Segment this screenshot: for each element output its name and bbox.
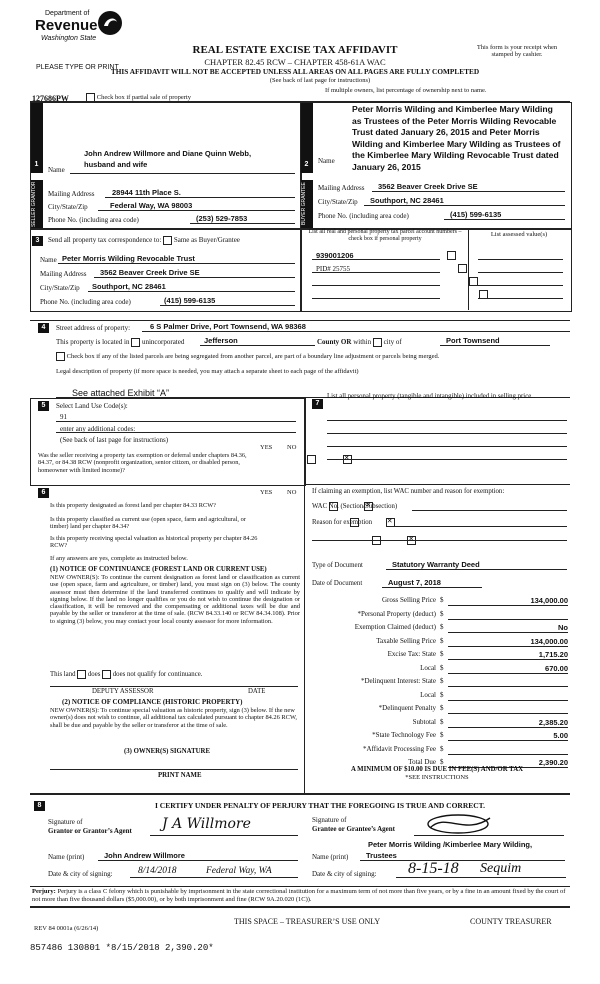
tax-row	[306, 704, 568, 717]
grantee-sig-label	[312, 816, 395, 834]
seller-sidebar: SELLER GRANTOR	[31, 180, 43, 228]
seller-phone-label: Phone No. (including area code)	[48, 216, 139, 224]
segregated-row	[56, 352, 566, 361]
buyer-phone-label: Phone No. (including area code)	[318, 212, 409, 220]
tax-value[interactable]: 2,385.20	[538, 717, 568, 727]
buyer-phone[interactable]: (415) 599-6135	[450, 210, 502, 219]
tax-value[interactable]: 5.00	[553, 731, 568, 740]
perjury-label: Perjury:	[32, 888, 56, 895]
grantor-signature[interactable]: J A Willmore	[162, 816, 251, 832]
tax-value[interactable]: 134,000.00	[530, 596, 568, 605]
sig-label-grantor: Grantor or Grantor’s Agent	[48, 827, 132, 835]
grantor-name-label: Name (print)	[48, 853, 85, 861]
street-address[interactable]: 6 S Palmer Drive, Port Townsend, WA 98368	[150, 322, 306, 331]
forest-question: Is this property designated as forest land per chapter 84.33 RCW?	[50, 502, 216, 509]
form-id: 127686PW	[32, 94, 69, 103]
tax-label: *State Technology Fee	[372, 731, 436, 739]
county-treasurer: COUNTY TREASURER	[470, 917, 552, 926]
buyer-mailing-label: Mailing Address	[318, 184, 365, 192]
buyer-sidebar: BUYER GRANTEE	[301, 180, 313, 228]
tax-label: Gross Selling Price	[381, 596, 436, 604]
legal-label: Legal description of property (if more space is needed, you may attach a separate sheet to each page of the affidavit)	[56, 368, 359, 375]
tax-row	[306, 610, 568, 623]
grantor-date[interactable]: 8/14/2018	[138, 866, 177, 876]
buyer-mailing[interactable]: 3562 Beaver Creek Drive SE	[378, 182, 478, 191]
county-or-label: County OR	[317, 338, 352, 347]
city-of-label: city of	[383, 338, 402, 347]
tax-row	[306, 691, 568, 704]
tax-label: Total Due	[408, 758, 436, 766]
taxpayer-name[interactable]: Peter Morris Wilding Revocable Trust	[62, 254, 195, 263]
assessor-date-label: DATE	[248, 688, 266, 695]
currency-sign: $	[440, 744, 444, 753]
send-correspondence-label: Send all property tax correspondence to:	[48, 236, 162, 245]
taxpayer-mailing-label: Mailing Address	[40, 270, 87, 278]
parcel-personal-checkbox-1[interactable]	[447, 251, 456, 260]
perjury-notice	[32, 888, 568, 904]
sig-label-grantee: Grantee or Grantee’s Agent	[312, 825, 396, 833]
land-use-code[interactable]: 91	[60, 413, 67, 421]
continuance-text: NEW OWNER(S): To continue the current designation as forest land or classification as current use (open space, farm and agriculture, or timber) land, you must sign on (3) below. The county assessor must then determine if the land transferred continues to qualify and will indicate by signing below. If the land no longer qualifies or you do not wish to continue the designation or classification, it will be removed and the compensating or additional taxes will be due and payable by the seller or transferor at the time of sale. (RCW 84.33.140 or RCW 84.34.108). Prior to signing (3) below, you may contact your local county assessor for more information.	[50, 574, 300, 625]
logo-line3: Washington State	[41, 35, 97, 42]
doc-date-label: Date of Document	[312, 580, 363, 587]
seller-mailing-label: Mailing Address	[48, 190, 95, 198]
tax-label: *Affidavit Processing Fee	[363, 744, 436, 753]
sec6-no-header: NO	[287, 489, 297, 496]
section-8-number: 8	[34, 801, 45, 811]
form-warning: THIS AFFIDAVIT WILL NOT BE ACCEPTED UNLESS ALL AREAS ON ALL PAGES ARE FULLY COMPLETED	[110, 67, 480, 76]
logo-swirl-icon	[97, 10, 123, 36]
sec5-yes-header: YES	[260, 444, 273, 451]
does-not-label: does not qualify for continuance.	[112, 671, 203, 679]
tax-label: Excise Tax: State	[387, 650, 436, 658]
same-as-buyer-checkbox[interactable]	[163, 236, 172, 245]
historic-title: (2) NOTICE OF COMPLIANCE (HISTORIC PROPERTY)	[62, 698, 243, 706]
parcel-personal-checkbox-3[interactable]	[469, 277, 478, 286]
currency-sign: $	[440, 731, 444, 739]
current-use-question: Is this property classified as current use (open space, farm and agricultural, or timber) land per chapter 84.34?	[50, 516, 246, 530]
land-label: This land	[50, 671, 76, 679]
county-or-row	[317, 338, 402, 347]
section-4-number: 4	[38, 323, 49, 333]
perjury-text: Perjury is a class C felony which is punishable by imprisonment in the state correctional institution for a maximum term of not more than five years, or by a fine in an amount fixed by the court of not more than five thousand dollars ($5,000.00), or by both imprisonment and fine (RCW 9A.20.020 (1C)).	[32, 888, 566, 903]
partial-sale-label: Check box if partial sale of property	[96, 94, 191, 102]
tax-label: Local	[420, 663, 436, 672]
buyer-name[interactable]: Peter Morris Wilding and Kimberlee Mary Wilding as Trustees of the Peter Morris Wilding Revocable Trust dated January 26, 2015 and Peter Morris Wilding and Kimberlee Mary Wilding as Trustees of the Kimberlee Mary Wilding Revocable Trust dated January 26, 2015	[352, 104, 561, 172]
taxpayer-city[interactable]: Southport, NC 28461	[92, 282, 166, 291]
parcel-1[interactable]: 939001206	[316, 251, 354, 260]
form-see-back: (See back of last page for instructions)	[269, 77, 371, 84]
city-checkbox[interactable]	[373, 338, 382, 347]
wac-label: WAC No. (Section/Subsection)	[312, 503, 398, 510]
legal-description[interactable]: See attached Exhibit “A”	[72, 388, 170, 398]
currency-sign: $	[440, 596, 444, 604]
assessed-header: List assessed value(s)	[490, 231, 548, 238]
see-instructions: *SEE INSTRUCTIONS	[405, 774, 469, 781]
certify-statement: I CERTIFY UNDER PENALTY OF PERJURY THAT THE FOREGOING IS TRUE AND CORRECT.	[154, 801, 485, 810]
reason-label: Reason for exemption	[312, 519, 373, 526]
logo-line1: Department of	[45, 10, 90, 17]
city-name[interactable]: Port Townsend	[446, 336, 500, 345]
owner-signature-label: (3) OWNER(S) SIGNATURE	[124, 748, 210, 755]
segregated-label: Check box if any of the listed parcels are being segregated from another parcel, are part of a boundary line adjustment or parcels being merged.	[66, 352, 440, 360]
grantor-sig-label	[48, 818, 132, 836]
parcels-header: List all real and personal property tax parcel account numbers – check box if personal property	[308, 229, 462, 242]
section-1-number: 1	[31, 160, 42, 170]
does-checkbox[interactable]	[77, 670, 86, 679]
currency-sign: $	[440, 717, 444, 726]
currency-sign: $	[440, 758, 444, 766]
tax-value[interactable]: 670.00	[545, 663, 568, 673]
grantor-city[interactable]: Federal Way, WA	[206, 866, 272, 876]
taxpayer-phone[interactable]: (415) 599-6135	[164, 296, 216, 305]
minimum-due: A MINIMUM OF $10.00 IS DUE IN FEE(S) AND/OR TAX	[350, 766, 524, 773]
taxpayer-name-label: Name	[40, 256, 57, 264]
print-name-label: PRINT NAME	[158, 772, 202, 779]
tax-value[interactable]: 1,715.20	[538, 650, 568, 659]
located-row	[56, 338, 184, 347]
grantee-name-label: Name (print)	[312, 853, 349, 861]
buyer-name-label: Name	[318, 157, 335, 165]
grantee-note: Peter Morris Wilding /Kimberlee Mary Wilding,	[368, 840, 533, 849]
section-6-number: 6	[38, 488, 49, 498]
unincorporated-label: unincorporated	[141, 338, 185, 347]
currency-sign: $	[440, 636, 444, 645]
receipt-stamp: 857486 130801 *8/15/2018 2,390.20*	[30, 943, 214, 953]
historic-text: NEW OWNER(S): To continue special valuation as historic property, sign (3) below. If the new owner(s) does not wish to continue, all additional tax calculated pursuant to chapter 84.26 RCW, shall be due and payable by the seller or transferor at the time of sale.	[50, 707, 297, 729]
exemption-label: If claiming an exemption, list WAC number and reason for exemption:	[312, 488, 505, 495]
currency-sign: $	[440, 663, 444, 672]
taxpayer-phone-label: Phone No. (including area code)	[40, 298, 131, 306]
tax-row	[306, 596, 568, 609]
tax-value[interactable]: 2,390.20	[538, 758, 568, 767]
sec5-no-header: NO	[287, 444, 297, 451]
grantee-signature-scribble	[420, 808, 500, 838]
tax-row	[306, 745, 568, 758]
tax-row	[306, 664, 568, 677]
receipt-note: This form is your receipt when stamped by cashier.	[476, 44, 558, 58]
form-chapter: CHAPTER 82.45 RCW – CHAPTER 458-61A WAC	[204, 57, 386, 67]
doc-type-label: Type of Document	[312, 562, 363, 569]
currency-sign: $	[440, 690, 444, 699]
tax-label: Subtotal	[412, 717, 436, 726]
does-label: does	[87, 671, 101, 679]
additional-codes-label: enter any additional codes:	[60, 425, 136, 433]
same-as-buyer-label: Same as Buyer/Grantee	[173, 236, 240, 245]
section-5-number: 5	[38, 401, 49, 411]
tax-label: Local	[420, 690, 436, 699]
deputy-assessor-label: DEPUTY ASSESSOR	[92, 688, 154, 695]
sec5-see-back: (See back of last page for instructions)	[60, 436, 169, 444]
land-use-label: Select Land Use Code(s):	[56, 402, 128, 410]
seller-name[interactable]: John Andrew Willmore and Diane Quinn Webb, husband and wife	[84, 149, 252, 169]
tax-value[interactable]: No	[558, 623, 568, 632]
tax-row	[306, 731, 568, 744]
seller-name-label: Name	[48, 166, 65, 174]
parcel-personal-checkbox-2[interactable]	[458, 264, 467, 273]
taxpayer-mailing[interactable]: 3562 Beaver Creek Drive SE	[100, 268, 200, 277]
sec6-yes-header: YES	[260, 489, 273, 496]
sig-label-a: Signature of	[48, 818, 83, 826]
tax-row	[306, 623, 568, 636]
treasurer-space: THIS SPACE – TREASURER’S USE ONLY	[234, 917, 381, 926]
seller-city-label: City/State/Zip	[48, 203, 88, 211]
buyer-city[interactable]: Southport, NC 28461	[370, 196, 444, 205]
exempt-question: Was the seller receiving a property tax exemption or deferral under chapters 84.36, 84.37, or 84.38 RCW (nonprofit organization, senior citizen, or disabled person, homeowner with limited income)?	[38, 452, 247, 474]
if-yes-note: If any answers are yes, complete as instructed below.	[50, 555, 188, 562]
doc-date[interactable]: August 7, 2018	[388, 578, 441, 587]
street-label: Street address of property:	[56, 324, 131, 332]
grantee-date[interactable]: 8-15-18	[408, 860, 459, 877]
unincorporated-checkbox[interactable]	[131, 338, 140, 347]
tax-row	[306, 677, 568, 690]
tax-label: Exemption Claimed (deduct)	[354, 623, 436, 631]
county-name[interactable]: Jefferson	[204, 336, 238, 345]
tax-row	[306, 718, 568, 731]
exempt-yes-checkbox[interactable]	[307, 455, 316, 464]
multiple-owners-note: If multiple owners, list percentage of ownership next to name.	[325, 87, 487, 94]
tax-label: *Delinquent Penalty	[378, 704, 436, 712]
located-label: This property is located in	[56, 338, 130, 347]
tax-label: *Personal Property (deduct)	[357, 609, 436, 618]
taxpayer-send-label	[48, 236, 240, 245]
grantor-name[interactable]: John Andrew Willmore	[104, 851, 185, 860]
parcel-2[interactable]: PID# 25755	[316, 265, 351, 273]
form-title: REAL ESTATE EXCISE TAX AFFIDAVIT	[192, 44, 398, 56]
section-7-number: 7	[312, 399, 323, 409]
doc-type[interactable]: Statutory Warranty Deed	[392, 560, 480, 569]
logo	[35, 10, 125, 48]
sig-label-a-2: Signature of	[312, 816, 347, 824]
rev-number: REV 84 0001a (6/26/14)	[34, 925, 99, 932]
currency-sign: $	[440, 677, 444, 685]
grantee-date-label: Date & city of signing:	[312, 870, 377, 878]
currency-sign: $	[440, 623, 444, 631]
tax-row	[306, 637, 568, 650]
currency-sign: $	[440, 704, 444, 712]
within-label: within	[353, 338, 372, 347]
grantor-date-label: Date & city of signing:	[48, 870, 113, 878]
logo-line2: Revenue	[35, 17, 98, 34]
taxpayer-city-label: City/State/Zip	[40, 284, 80, 292]
tax-label: *Delinquent Interest: State	[360, 677, 436, 685]
buyer-city-label: City/State/Zip	[318, 198, 358, 206]
seller-mailing[interactable]: 28944 11th Place S.	[112, 188, 181, 197]
tax-value[interactable]: 134,000.00	[530, 636, 568, 646]
section-3-number: 3	[32, 236, 43, 246]
section-2-number: 2	[301, 160, 312, 170]
personal-property-label: List all personal property (tangible and intangible) included in selling price.	[327, 393, 533, 400]
grantee-city[interactable]: Sequim	[480, 861, 522, 876]
tax-label: Taxable Selling Price	[376, 636, 436, 645]
currency-sign: $	[440, 609, 444, 618]
tax-row	[306, 650, 568, 663]
segregated-checkbox[interactable]	[56, 352, 65, 361]
currency-sign: $	[440, 650, 444, 658]
seller-city[interactable]: Federal Way, WA 98003	[110, 201, 193, 210]
does-not-checkbox[interactable]	[102, 670, 111, 679]
land-qualify-row	[50, 670, 202, 679]
seller-phone[interactable]: (253) 529-7853	[196, 214, 248, 223]
print-note: PLEASE TYPE OR PRINT	[36, 64, 119, 71]
grantee-name[interactable]: Trustees	[366, 851, 397, 860]
continuance-title: (1) NOTICE OF CONTINUANCE (FOREST LAND OR CURRENT USE)	[50, 566, 267, 573]
historic-question: Is this property receiving special valuation as historical property per chapter 84.26 RCW?	[50, 535, 258, 549]
